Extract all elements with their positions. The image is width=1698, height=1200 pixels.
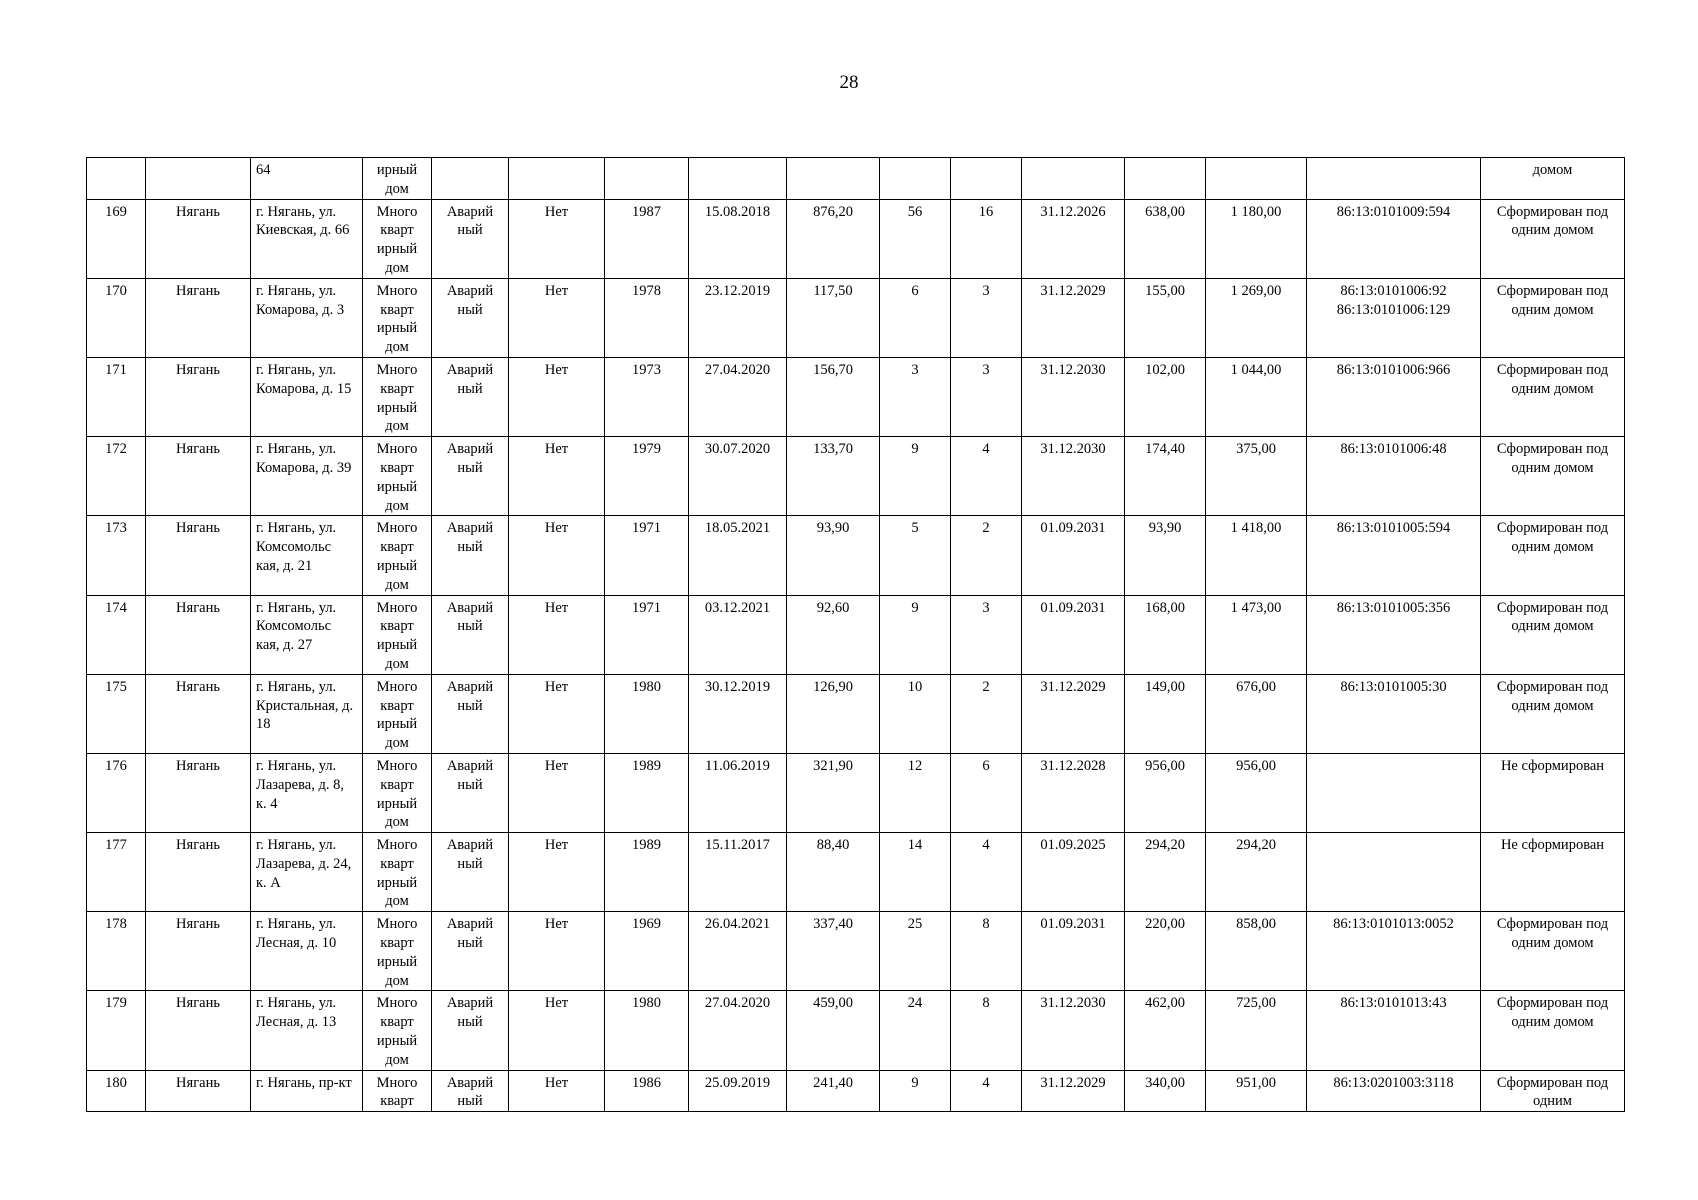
cell-date: 27.04.2020 [689, 991, 787, 1070]
cell-city: Нягань [146, 912, 251, 991]
cell-date: 03.12.2021 [689, 595, 787, 674]
cell-address: г. Нягань, ул. Комарова, д. 39 [251, 437, 363, 516]
cell-apartments: 3 [951, 357, 1022, 436]
cell-area2: 462,00 [1125, 991, 1206, 1070]
cell-condition: Аварий ный [432, 199, 509, 278]
cell-deadline: 31.12.2030 [1022, 437, 1125, 516]
cell-deadline: 31.12.2029 [1022, 278, 1125, 357]
cell-deadline: 31.12.2029 [1022, 1070, 1125, 1112]
cell-year: 1973 [605, 357, 689, 436]
cell-year: 1979 [605, 437, 689, 516]
cell-land-area: 858,00 [1206, 912, 1307, 991]
cell-area: 459,00 [787, 991, 880, 1070]
cell-type: Много кварт [363, 1070, 432, 1112]
cell-land-plot-status: Не сформирован [1481, 753, 1625, 832]
cell-cadastral: 86:13:0101009:594 [1307, 199, 1481, 278]
cell-year: 1971 [605, 516, 689, 595]
cell-cadastral [1307, 158, 1481, 200]
cell-residents: 25 [880, 912, 951, 991]
cell-apartments [951, 158, 1022, 200]
cell-type: ирный дом [363, 158, 432, 200]
cell-apartments: 2 [951, 516, 1022, 595]
cell-type: Много кварт ирный дом [363, 753, 432, 832]
cell-flag: Нет [509, 991, 605, 1070]
cell-flag: Нет [509, 516, 605, 595]
cell-year [605, 158, 689, 200]
cell-city: Нягань [146, 1070, 251, 1112]
cell-city: Нягань [146, 595, 251, 674]
cell-date: 18.05.2021 [689, 516, 787, 595]
cell-condition: Аварий ный [432, 674, 509, 753]
cell-year: 1989 [605, 753, 689, 832]
cell-deadline: 31.12.2028 [1022, 753, 1125, 832]
cell-land-plot-status: Сформирован под одним домом [1481, 357, 1625, 436]
table-body [87, 158, 1625, 1112]
cell-deadline: 31.12.2030 [1022, 357, 1125, 436]
cell-num: 173 [87, 516, 146, 595]
cell-land-area: 956,00 [1206, 753, 1307, 832]
cell-cadastral: 86:13:0101005:356 [1307, 595, 1481, 674]
cell-deadline: 31.12.2026 [1022, 199, 1125, 278]
cell-flag: Нет [509, 357, 605, 436]
cell-flag: Нет [509, 1070, 605, 1112]
cell-condition: Аварий ный [432, 991, 509, 1070]
cell-cadastral: 86:13:0101013:0052 [1307, 912, 1481, 991]
cell-num: 178 [87, 912, 146, 991]
table-row [87, 595, 1625, 674]
cell-year: 1969 [605, 912, 689, 991]
cell-city: Нягань [146, 991, 251, 1070]
cell-type: Много кварт ирный дом [363, 437, 432, 516]
cell-date: 30.07.2020 [689, 437, 787, 516]
cell-area2: 294,20 [1125, 833, 1206, 912]
cell-land-plot-status: Сформирован под одним домом [1481, 674, 1625, 753]
cell-residents: 14 [880, 833, 951, 912]
cell-area: 92,60 [787, 595, 880, 674]
cell-date: 15.11.2017 [689, 833, 787, 912]
cell-num: 176 [87, 753, 146, 832]
cell-num: 171 [87, 357, 146, 436]
cell-condition: Аварий ный [432, 278, 509, 357]
cell-apartments: 2 [951, 674, 1022, 753]
cell-year: 1971 [605, 595, 689, 674]
cell-deadline: 31.12.2029 [1022, 674, 1125, 753]
cell-condition: Аварий ный [432, 753, 509, 832]
cell-residents: 12 [880, 753, 951, 832]
cell-area2: 220,00 [1125, 912, 1206, 991]
cell-type: Много кварт ирный дом [363, 595, 432, 674]
cell-land-plot-status: Сформирован под одним домом [1481, 278, 1625, 357]
cell-city: Нягань [146, 278, 251, 357]
cell-residents: 10 [880, 674, 951, 753]
cell-flag: Нет [509, 278, 605, 357]
cell-deadline: 01.09.2031 [1022, 912, 1125, 991]
cell-cadastral: 86:13:0101013:43 [1307, 991, 1481, 1070]
cell-cadastral: 86:13:0101005:594 [1307, 516, 1481, 595]
cell-area2: 174,40 [1125, 437, 1206, 516]
cell-apartments: 4 [951, 833, 1022, 912]
cell-city: Нягань [146, 516, 251, 595]
cell-flag: Нет [509, 912, 605, 991]
cell-flag: Нет [509, 753, 605, 832]
cell-area: 117,50 [787, 278, 880, 357]
cell-flag: Нет [509, 199, 605, 278]
cell-city: Нягань [146, 833, 251, 912]
cell-address: г. Нягань, ул. Лесная, д. 10 [251, 912, 363, 991]
cell-area2: 149,00 [1125, 674, 1206, 753]
cell-area: 321,90 [787, 753, 880, 832]
cell-cadastral: 86:13:0101006:92 86:13:0101006:129 [1307, 278, 1481, 357]
cell-area: 133,70 [787, 437, 880, 516]
cell-condition: Аварий ный [432, 595, 509, 674]
cell-city: Нягань [146, 357, 251, 436]
cell-flag: Нет [509, 595, 605, 674]
cell-area: 337,40 [787, 912, 880, 991]
cell-type: Много кварт ирный дом [363, 357, 432, 436]
cell-city: Нягань [146, 199, 251, 278]
cell-area2: 638,00 [1125, 199, 1206, 278]
cell-date: 23.12.2019 [689, 278, 787, 357]
cell-type: Много кварт ирный дом [363, 199, 432, 278]
emergency-housing-table [86, 157, 1625, 1112]
cell-num: 180 [87, 1070, 146, 1112]
cell-land-area: 1 473,00 [1206, 595, 1307, 674]
cell-date: 26.04.2021 [689, 912, 787, 991]
cell-address: г. Нягань, ул. Лесная, д. 13 [251, 991, 363, 1070]
cell-land-plot-status: Сформирован под одним домом [1481, 912, 1625, 991]
cell-apartments: 3 [951, 595, 1022, 674]
cell-land-area: 375,00 [1206, 437, 1307, 516]
cell-area2: 155,00 [1125, 278, 1206, 357]
cell-cadastral: 86:13:0101006:48 [1307, 437, 1481, 516]
cell-address: г. Нягань, ул. Лазарева, д. 8, к. 4 [251, 753, 363, 832]
cell-area2: 168,00 [1125, 595, 1206, 674]
cell-area [787, 158, 880, 200]
cell-address: г. Нягань, ул. Комарова, д. 15 [251, 357, 363, 436]
cell-type: Много кварт ирный дом [363, 674, 432, 753]
cell-condition: Аварий ный [432, 833, 509, 912]
cell-type: Много кварт ирный дом [363, 833, 432, 912]
cell-land-plot-status: Не сформирован [1481, 833, 1625, 912]
cell-condition: Аварий ный [432, 357, 509, 436]
cell-year: 1980 [605, 991, 689, 1070]
cell-deadline: 01.09.2031 [1022, 595, 1125, 674]
cell-address: г. Нягань, ул. Кристальная, д. 18 [251, 674, 363, 753]
cell-land-plot-status: Сформирован под одним домом [1481, 516, 1625, 595]
table-row [87, 674, 1625, 753]
cell-area2: 102,00 [1125, 357, 1206, 436]
cell-land-plot-status: Сформирован под одним домом [1481, 199, 1625, 278]
cell-residents [880, 158, 951, 200]
cell-num: 174 [87, 595, 146, 674]
cell-num: 169 [87, 199, 146, 278]
cell-date: 11.06.2019 [689, 753, 787, 832]
cell-deadline: 01.09.2031 [1022, 516, 1125, 595]
cell-num: 172 [87, 437, 146, 516]
table-row [87, 437, 1625, 516]
cell-cadastral: 86:13:0101005:30 [1307, 674, 1481, 753]
cell-apartments: 4 [951, 437, 1022, 516]
cell-area: 156,70 [787, 357, 880, 436]
cell-year: 1980 [605, 674, 689, 753]
cell-area2: 340,00 [1125, 1070, 1206, 1112]
cell-cadastral: 86:13:0201003:3118 [1307, 1070, 1481, 1112]
cell-date: 27.04.2020 [689, 357, 787, 436]
cell-city: Нягань [146, 437, 251, 516]
cell-address: г. Нягань, пр-кт [251, 1070, 363, 1112]
table-row [87, 833, 1625, 912]
cell-residents: 9 [880, 1070, 951, 1112]
cell-type: Много кварт ирный дом [363, 516, 432, 595]
cell-flag: Нет [509, 674, 605, 753]
cell-date [689, 158, 787, 200]
cell-city: Нягань [146, 753, 251, 832]
cell-num: 177 [87, 833, 146, 912]
cell-year: 1987 [605, 199, 689, 278]
cell-year: 1986 [605, 1070, 689, 1112]
cell-address: г. Нягань, ул. Комсомольс кая, д. 27 [251, 595, 363, 674]
cell-residents: 9 [880, 437, 951, 516]
table-row [87, 516, 1625, 595]
cell-date: 15.08.2018 [689, 199, 787, 278]
cell-land-area: 1 269,00 [1206, 278, 1307, 357]
cell-area: 93,90 [787, 516, 880, 595]
table-row [87, 357, 1625, 436]
cell-condition [432, 158, 509, 200]
cell-residents: 5 [880, 516, 951, 595]
table-row [87, 991, 1625, 1070]
cell-year: 1989 [605, 833, 689, 912]
cell-residents: 9 [880, 595, 951, 674]
table-row [87, 753, 1625, 832]
cell-apartments: 8 [951, 912, 1022, 991]
cell-city [146, 158, 251, 200]
cell-flag: Нет [509, 437, 605, 516]
cell-land-plot-status: Сформирован под одним домом [1481, 595, 1625, 674]
cell-area2: 93,90 [1125, 516, 1206, 595]
cell-deadline: 31.12.2030 [1022, 991, 1125, 1070]
cell-city: Нягань [146, 674, 251, 753]
cell-land-area [1206, 158, 1307, 200]
cell-residents: 56 [880, 199, 951, 278]
cell-num: 170 [87, 278, 146, 357]
table-row-continued [87, 158, 1625, 200]
cell-land-plot-status: Сформирован под одним домом [1481, 437, 1625, 516]
cell-apartments: 4 [951, 1070, 1022, 1112]
cell-area2: 956,00 [1125, 753, 1206, 832]
cell-apartments: 16 [951, 199, 1022, 278]
cell-residents: 3 [880, 357, 951, 436]
table-row [87, 199, 1625, 278]
cell-area: 88,40 [787, 833, 880, 912]
table-row [87, 1070, 1625, 1112]
cell-land-plot-status: Сформирован под одним домом [1481, 991, 1625, 1070]
cell-land-area: 294,20 [1206, 833, 1307, 912]
table-row [87, 278, 1625, 357]
cell-date: 30.12.2019 [689, 674, 787, 753]
cell-num: 175 [87, 674, 146, 753]
cell-deadline [1022, 158, 1125, 200]
cell-land-area: 1 418,00 [1206, 516, 1307, 595]
cell-land-area: 676,00 [1206, 674, 1307, 753]
cell-apartments: 6 [951, 753, 1022, 832]
cell-apartments: 3 [951, 278, 1022, 357]
cell-land-area: 1 180,00 [1206, 199, 1307, 278]
cell-address: г. Нягань, ул. Киевская, д. 66 [251, 199, 363, 278]
cell-land-plot-status: Сформирован под одним [1481, 1070, 1625, 1112]
cell-condition: Аварий ный [432, 516, 509, 595]
cell-address: г. Нягань, ул. Комарова, д. 3 [251, 278, 363, 357]
cell-land-plot-status: домом [1481, 158, 1625, 200]
cell-flag: Нет [509, 833, 605, 912]
cell-apartments: 8 [951, 991, 1022, 1070]
cell-area2 [1125, 158, 1206, 200]
cell-cadastral [1307, 753, 1481, 832]
cell-address: г. Нягань, ул. Лазарева, д. 24, к. А [251, 833, 363, 912]
cell-type: Много кварт ирный дом [363, 912, 432, 991]
cell-address: г. Нягань, ул. Комсомольс кая, д. 21 [251, 516, 363, 595]
cell-num: 179 [87, 991, 146, 1070]
cell-cadastral [1307, 833, 1481, 912]
table-row [87, 912, 1625, 991]
cell-address: 64 [251, 158, 363, 200]
cell-condition: Аварий ный [432, 912, 509, 991]
cell-land-area: 725,00 [1206, 991, 1307, 1070]
page-number: 28 [839, 72, 859, 93]
cell-year: 1978 [605, 278, 689, 357]
cell-area: 126,90 [787, 674, 880, 753]
cell-num [87, 158, 146, 200]
cell-type: Много кварт ирный дом [363, 278, 432, 357]
cell-area: 876,20 [787, 199, 880, 278]
cell-deadline: 01.09.2025 [1022, 833, 1125, 912]
cell-date: 25.09.2019 [689, 1070, 787, 1112]
cell-condition: Аварий ный [432, 437, 509, 516]
cell-cadastral: 86:13:0101006:966 [1307, 357, 1481, 436]
cell-residents: 6 [880, 278, 951, 357]
cell-land-area: 951,00 [1206, 1070, 1307, 1112]
cell-residents: 24 [880, 991, 951, 1070]
cell-flag [509, 158, 605, 200]
cell-condition: Аварий ный [432, 1070, 509, 1112]
cell-type: Много кварт ирный дом [363, 991, 432, 1070]
cell-area: 241,40 [787, 1070, 880, 1112]
cell-land-area: 1 044,00 [1206, 357, 1307, 436]
